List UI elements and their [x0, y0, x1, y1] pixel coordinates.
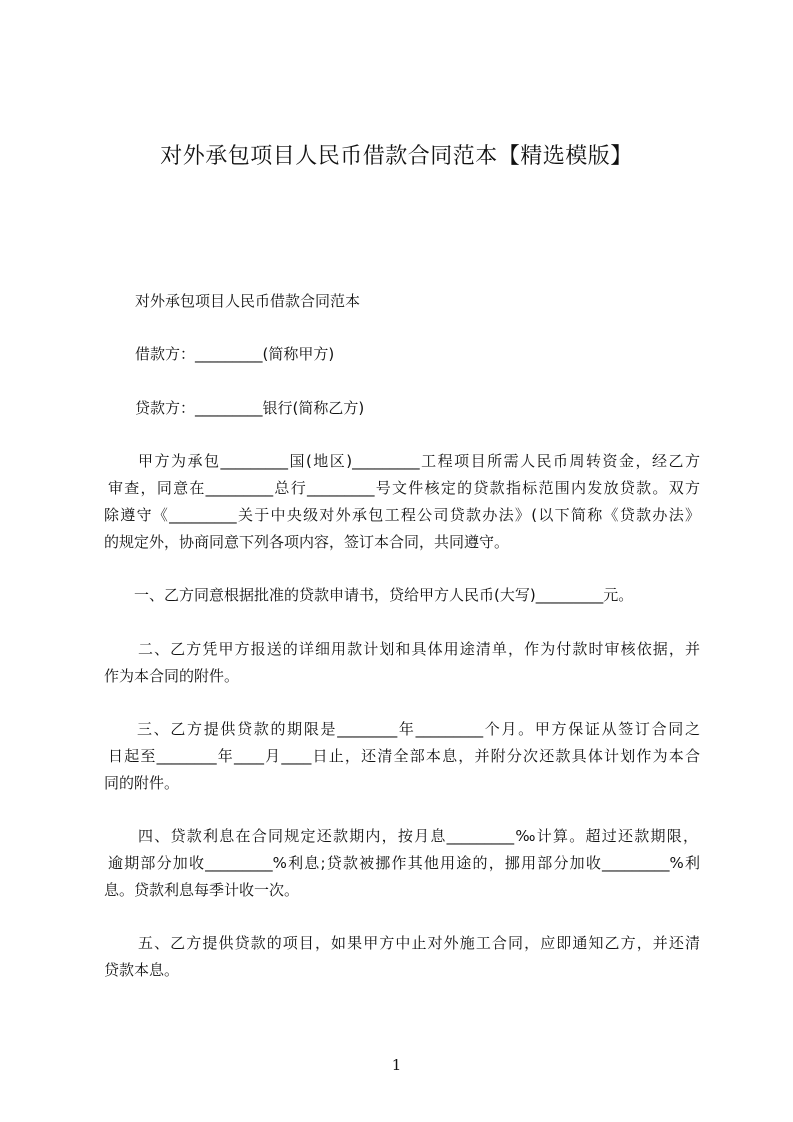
document-subtitle: 对外承包项目人民币借款合同范本 — [135, 292, 361, 310]
preamble-line: 审查，同意在_________总行_________号文件核定的贷款指标范围内发放贷款。双方 — [108, 479, 700, 497]
clause-line: 三、乙方提供贷款的期限是________年_________个月。甲方保证从签订合同之 — [137, 720, 700, 738]
clause-line: 息。贷款利息每季计收一次。 — [104, 881, 300, 899]
lender-line: 贷款方：_________银行(简称乙方) — [135, 399, 365, 417]
clause-line: 同的附件。 — [104, 774, 180, 792]
borrower-line: 借款方：_________(简称甲方) — [135, 345, 335, 363]
preamble-line: 甲方为承包_________国(地区)_________工程项目所需人民币周转资金，经乙方 — [138, 452, 700, 470]
clause-line: 二、乙方凭甲方报送的详细用款计划和具体用途清单，作为付款时审核依据，并 — [138, 640, 700, 658]
page-number: 1 — [391, 1056, 402, 1074]
clause-line: 逾期部分加收_________%利息;贷款被挪作其他用途的，挪用部分加收_________%利 — [108, 854, 700, 872]
preamble-line: 除遵守《_________关于中央级对外承包工程公司贷款办法》(以下简称《贷款办法》 — [104, 506, 700, 524]
clause-line: 四、贷款利息在合同规定还款期内，按月息_________‰计算。超过还款期限， — [138, 827, 698, 845]
clause-line: 五、乙方提供贷款的项目，如果甲方中止对外施工合同，应即通知乙方，并还清 — [138, 934, 700, 952]
clause-line: 日起至________年____月____日止，还清全部本息，并附分次还款具体计划作为本合 — [108, 747, 700, 765]
clause-line: 贷款本息。 — [104, 961, 180, 979]
document-title: 对外承包项目人民币借款合同范本【精选模版】 — [160, 144, 633, 169]
preamble-line: 的规定外，协商同意下列各项内容，签订本合同，共同遵守。 — [104, 533, 510, 551]
clause-line: 一、乙方同意根据批准的贷款申请书，贷给甲方人民币(大写)_________元。 — [134, 586, 634, 604]
clause-line: 作为本合同的附件。 — [104, 667, 240, 685]
